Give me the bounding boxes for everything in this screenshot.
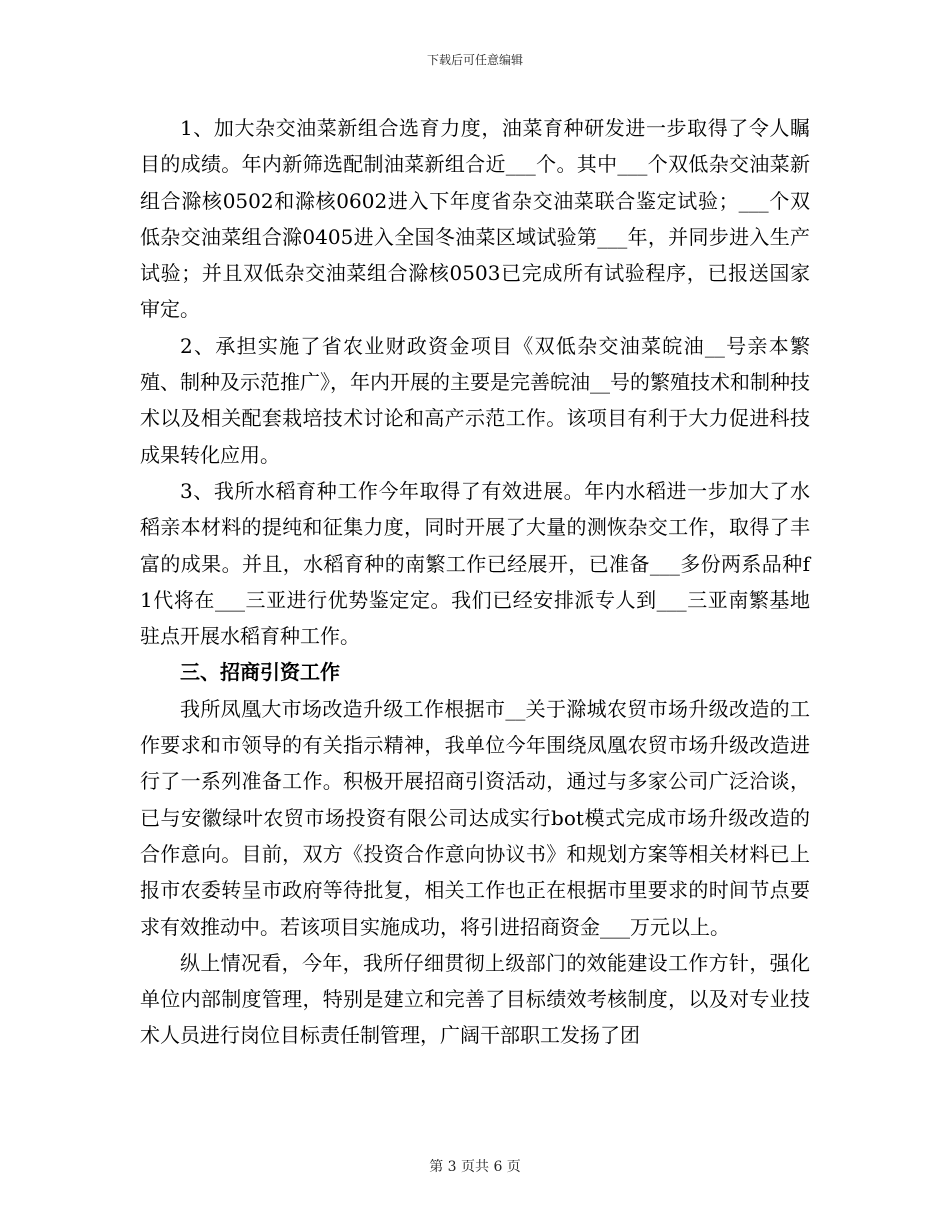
paragraph-4: 我所凤凰大市场改造升级工作根据市__关于滁城农贸市场升级改造的工作要求和市领导的有关指示精神，我单位今年围绕凤凰农贸市场升级改造进行了一系列准备工作。积极开展招商引资活动，通过与多家公司广泛洽谈，已与安徽绿叶农贸市场投资有限公司达成实行bot模式完成市场升级改造的合作意向。目前，双方《投资合作意向协议书》和规划方案等相关材料已上报市农委转呈市政府等待批复，相关工作也正在根据市里要求的时间节点要求有效推动中。若该项目实施成功，将引进招商资金___万元以上。 [140,696,810,939]
paragraph-1: 1、加大杂交油菜新组合选育力度，油菜育种研发进一步取得了令人瞩目的成绩。年内新筛选配制油菜新组合近___个。其中___个双低杂交油菜新组合滁核0502和滁核0602进入下年度省杂交油菜联合鉴定试验；___个双低杂交油菜组合滁0405进入全国冬油菜区域试验第___年，并同步进入生产试验；并且双低杂交油菜组合滁核0503已完成所有试验程序，已报送国家审定。 [140,116,810,322]
page-footer: 第 3 页共 6 页 [429,1159,521,1175]
page-header: 下载后可任意编辑 [426,53,523,67]
document-body [140,110,810,1054]
paragraph-2: 2、承担实施了省农业财政资金项目《双低杂交油菜皖油__号亲本繁殖、制种及示范推广》，年内开展的主要是完善皖油__号的繁殖技术和制种技术以及相关配套栽培技术讨论和高产示范工作。该项目有利于大力促进科技成果转化应用。 [140,333,810,467]
paragraph-5: 纵上情况看，今年，我所仔细贯彻上级部门的效能建设工作方针，强化单位内部制度管理，特别是建立和完善了目标绩效考核制度，以及对专业技术人员进行岗位目标责任制管理，广阔干部职工发扬了团 [140,950,810,1048]
paragraph-3: 3、我所水稻育种工作今年取得了有效进展。年内水稻进一步加大了水稻亲本材料的提纯和征集力度，同时开展了大量的测恢杂交工作，取得了丰富的成果。并且，水稻育种的南繁工作已经展开，已准备___多份两系品种f1代将在___三亚进行优势鉴定定。我们已经安排派专人到___三亚南繁基地驻点开展水稻育种工作。 [140,478,810,649]
section-heading: 三、招商引资工作 [180,660,340,685]
